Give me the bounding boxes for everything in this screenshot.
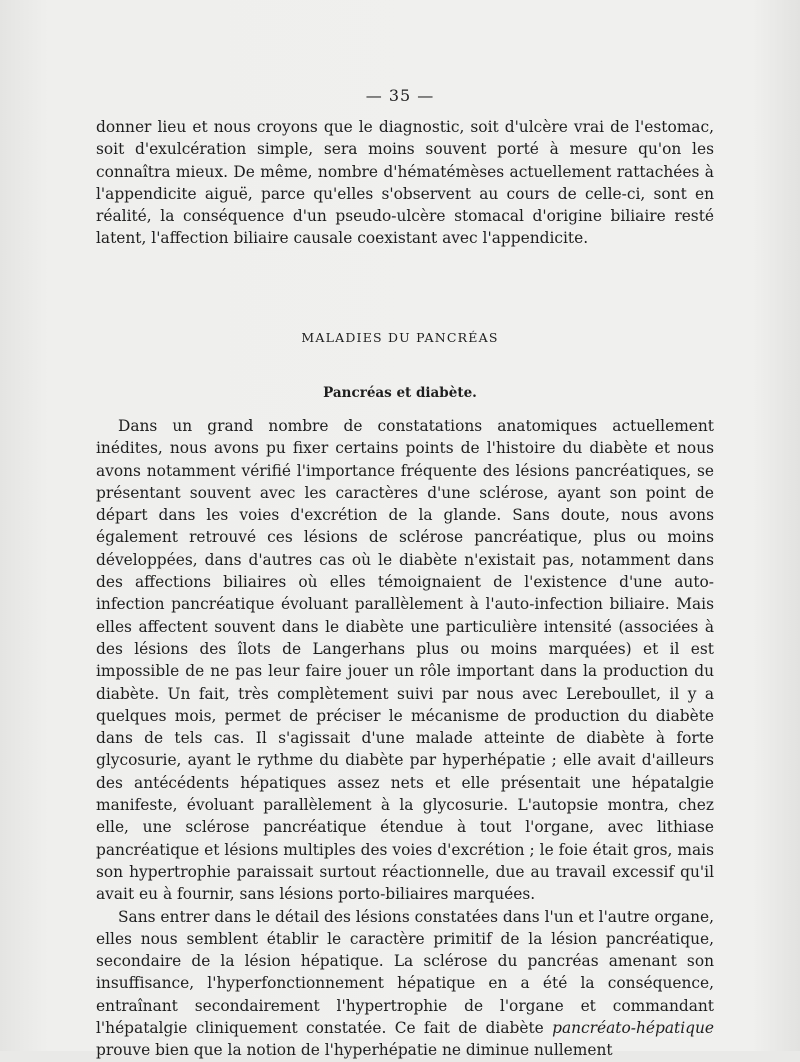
text-run: Sans entrer dans le détail des lésions constatées dans l'un et l'autre organe, elles nous semblent établir le caractère primitif de la lésion pancréatique, secondaire de la lésion hépatique. La sclérose du pancréas amenant son insuffisance, l'hyperfonctionnement hépatique en a été la conséquence, entraînant secondairement l'hypertrophie de l'organe et commandant l'hépatalgie cliniquement constatée. Ce fait de diabète [96, 907, 715, 1038]
section-title: MALADIES DU PANCRÉAS [301, 330, 499, 345]
intro-text [96, 116, 714, 250]
text-run: prouve bien que la notion de l'hyperhépatie ne diminue nullement [96, 1041, 613, 1060]
page-number: — 35 — [365, 86, 435, 105]
main-text [96, 415, 714, 1062]
paragraph: Dans un grand nombre de constatations anatomiques actuellement inédites, nous avons pu fixer certains points de l'histoire du diabète et nous avons notamment vérifié l'importance fréquente des lésions pancréatiques, se présentant souvent avec les caractères d'une sclérose, ayant son point de départ dans les voies d'excrétion de la glande. Sans doute, nous avons également retrouvé ces lésions de sclérose pancréatique, plus ou moins développées, dans d'autres cas où le diabète n'existait pas, notamment dans des affections biliaires où elles témoignaient de l'existence d'une auto-infection pancréatique évoluant parallèlement à l'auto-infection biliaire. Mais elles affectent souvent dans le diabète une particulière intensité (associées à des lésions des îlots de Langerhans plus ou moins marquées) et il est impossible de ne pas leur faire jouer un rôle important dans la production du diabète. Un fait, très complètement suivi par nous avec Lereboullet, il y a quelques mois, permet de préciser le mécanisme de production du diabète dans de tels cas. Il s'agissait d'une malade atteinte de diabète à forte glycosurie, ayant le rythme du diabète par hyperhépatie ; elle avait d'ailleurs des antécédents hépatiques assez nets et elle présentait une hépatalgie manifeste, évoluant parallèlement à la glycosurie. L'autopsie montra, chez elle, une sclérose pancréatique étendue à tout l'organe, avec lithiase pancréatique et lésions multiples des voies d'excrétion ; le foie était gros, mais son hypertrophie paraissait surtout réactionnelle, due au travail excessif qu'il avait eu à fournir, sans lésions porto-biliaires marquées. [96, 417, 714, 904]
italic-term: pancréato-hépatique [552, 1019, 714, 1038]
subsection-title: Pancréas et diabète. [323, 385, 477, 401]
paragraph-last [96, 906, 714, 1062]
paragraph: donner lieu et nous croyons que le diagnostic, soit d'ulcère vrai de l'estomac, soit d'exulcération simple, sera moins souvent porté à mesure qu'on les connaîtra mieux. De même, nombre d'hématémèses actuellement rattachées à l'appendicite aiguë, parce qu'elles s'observent au cours de celle-ci, sont en réalité, la conséquence d'un pseudo-ulcère stomacal d'origine biliaire resté latent, l'affection biliaire causale coexistant avec l'appendicite. [96, 118, 714, 248]
